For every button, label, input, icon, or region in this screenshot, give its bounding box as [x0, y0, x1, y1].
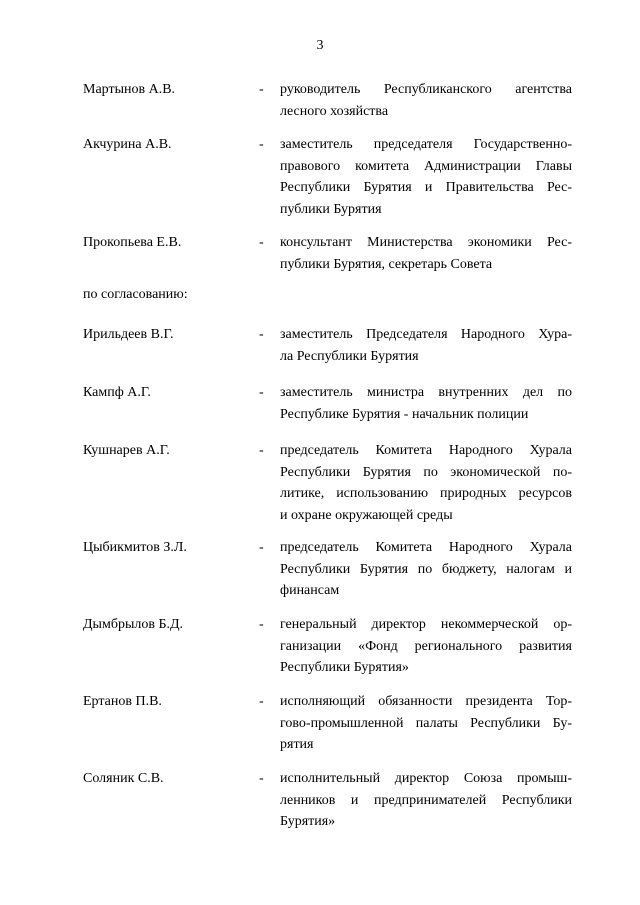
- dash-separator: -: [259, 235, 264, 250]
- role-line: заместитель председателя Государственно-: [280, 137, 572, 152]
- member-role: [280, 232, 572, 275]
- member-role: [280, 79, 572, 122]
- member-name: Ертанов П.В.: [83, 694, 162, 709]
- dash-separator: -: [259, 694, 264, 709]
- member-role: [280, 768, 572, 833]
- member-name: Кушнарев А.Г.: [83, 443, 170, 458]
- role-line: публики Бурятия: [280, 201, 382, 217]
- dash-separator: -: [259, 137, 264, 152]
- dash-separator: -: [259, 82, 264, 97]
- dash-separator: -: [259, 540, 264, 555]
- member-name: Мартынов А.В.: [83, 82, 176, 97]
- role-line: ла Республики Бурятия: [280, 348, 419, 364]
- section-label-by-agreement: по согласованию:: [83, 287, 188, 302]
- member-role: [280, 691, 572, 756]
- role-line: председатель Комитета Народного Хурала: [280, 443, 572, 458]
- member-role: [280, 537, 572, 602]
- role-line: Республики Бурятия по бюджету, налогам и: [280, 561, 572, 577]
- role-line: публики Бурятия, секретарь Совета: [280, 256, 493, 272]
- role-line: гово-промышленной палаты Республики Бу-: [280, 715, 572, 731]
- role-line: лесного хозяйства: [280, 103, 389, 119]
- role-line: заместитель министра внутренних дел по: [280, 385, 572, 400]
- role-line: Республике Бурятия - начальник полиции: [280, 406, 529, 422]
- role-line: Бурятия»: [280, 814, 336, 829]
- role-line: рятия: [280, 737, 314, 752]
- role-line: генеральный директор некоммерческой ор-: [280, 617, 572, 632]
- role-line: и охране окружающей среды: [280, 507, 453, 523]
- role-line: руководитель Республиканского агентства: [280, 82, 572, 97]
- member-name: Соляник С.В.: [83, 771, 164, 786]
- role-line: Республики Бурятия и Правительства Рес-: [280, 180, 572, 195]
- role-line: заместитель Председателя Народного Хура-: [280, 327, 572, 342]
- role-line: финансам: [280, 583, 340, 598]
- role-line: исполняющий обязанности президента Тор-: [280, 694, 572, 709]
- role-line: исполнительный директор Союза промыш-: [280, 771, 572, 786]
- dash-separator: -: [259, 385, 264, 400]
- member-name: Кампф А.Г.: [83, 385, 151, 400]
- role-line: Республики Бурятия»: [280, 660, 409, 675]
- member-role: [280, 614, 572, 679]
- member-name: Дымбрылов Б.Д.: [83, 617, 184, 632]
- member-name: Ирильдеев В.Г.: [83, 327, 174, 342]
- role-line: ганизации «Фонд регионального развития: [280, 638, 572, 654]
- member-name: Акчурина А.В.: [83, 137, 172, 152]
- role-line: литике, использованию природных ресурсов: [280, 486, 572, 501]
- member-name: Прокопьева Е.В.: [83, 235, 182, 250]
- role-line: правового комитета Администрации Главы: [280, 158, 572, 174]
- role-line: председатель Комитета Народного Хурала: [280, 540, 572, 555]
- dash-separator: -: [259, 327, 264, 342]
- role-line: Республики Бурятия по экономической по-: [280, 464, 572, 480]
- member-role: [280, 382, 572, 425]
- member-role: [280, 440, 572, 526]
- dash-separator: -: [259, 617, 264, 632]
- dash-separator: -: [259, 443, 264, 458]
- member-role: [280, 134, 572, 220]
- role-line: консультант Министерства экономики Рес-: [280, 235, 572, 250]
- page-number: 3: [316, 38, 324, 53]
- member-name: Цыбикмитов З.Л.: [83, 540, 187, 555]
- dash-separator: -: [259, 771, 264, 786]
- member-role: [280, 324, 572, 367]
- role-line: ленников и предпринимателей Республики: [280, 792, 572, 808]
